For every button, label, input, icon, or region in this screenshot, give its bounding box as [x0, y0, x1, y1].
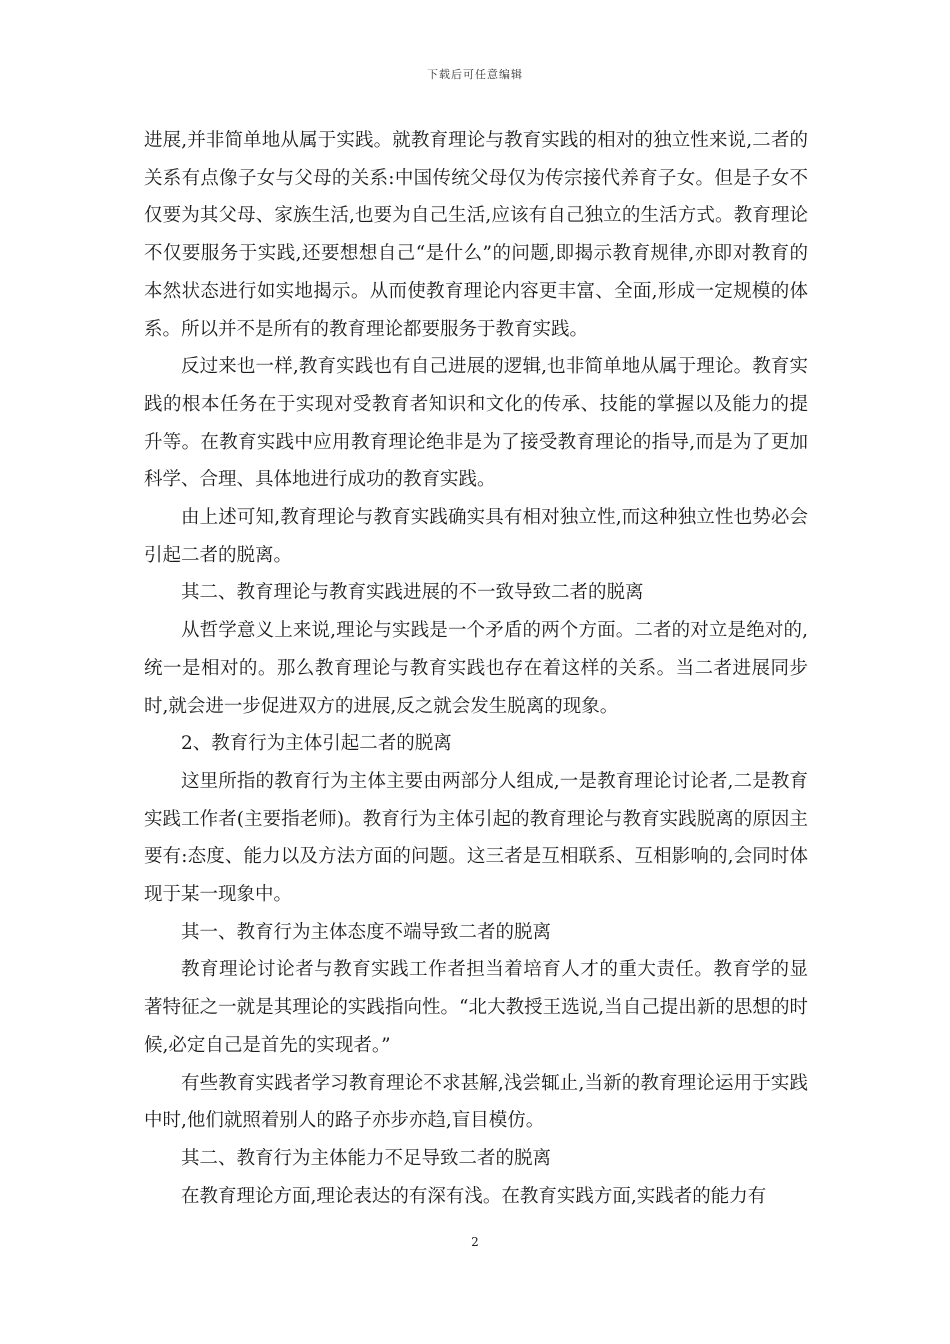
page-number: 2 — [471, 1235, 479, 1249]
paragraph: 进展,并非简单地从属于实践。就教育理论与教育实践的相对的独立性来说,二者的关系有点像子女与父母的关系:中国传统父母仅为传宗接代养育子女。但是子女不仅要为其父母、家族生活,也要为自己生活,应该有自己独立的生活方式。教育理论不仅要服务于实践,还要想想自己“是什么”的问题,即揭示教育规律,亦即对教育的本然状态进行如实地揭示。从而使教育理论内容更丰富、全面,形成一定规模的体系。所以并不是所有的教育理论都要服务于教育实践。 — [144, 130, 808, 340]
section-heading: 其二、教育行为主体能力不足导致二者的脱离 — [181, 1147, 552, 1169]
paragraph: 在教育理论方面,理论表达的有深有浅。在教育实践方面,实践者的能力有 — [181, 1185, 767, 1207]
document-body — [144, 122, 808, 1215]
section-heading: 2、教育行为主体引起二者的脱离 — [181, 733, 452, 755]
paragraph: 教育理论讨论者与教育实践工作者担当着培育人才的重大责任。教育学的显著特征之一就是其理论的实践指向性。“北大教授王选说,当自己提出新的思想的时候,必定自己是首先的实现者。” — [144, 959, 808, 1056]
paragraph: 由上述可知,教育理论与教育实践确实具有相对独立性,而这种独立性也势必会引起二者的脱离。 — [144, 507, 808, 566]
page-header: 下载后可任意编辑 — [427, 68, 523, 81]
paragraph: 从哲学意义上来说,理论与实践是一个矛盾的两个方面。二者的对立是绝对的,统一是相对的。那么教育理论与教育实践也存在着这样的关系。当二者进展同步时,就会进一步促进双方的进展,反之就会发生脱离的现象。 — [144, 620, 808, 717]
paragraph: 有些教育实践者学习教育理论不求甚解,浅尝辄止,当新的教育理论运用于实践中时,他们就照着别人的路子亦步亦趋,盲目模仿。 — [144, 1072, 808, 1132]
paragraph: 反过来也一样,教育实践也有自己进展的逻辑,也非简单地从属于理论。教育实践的根本任务在于实现对受教育者知识和文化的传承、技能的掌握以及能力的提升等。在教育实践中应用教育理论绝非是为了接受教育理论的指导,而是为了更加科学、合理、具体地进行成功的教育实践。 — [144, 356, 808, 491]
paragraph: 这里所指的教育行为主体主要由两部分人组成,一是教育理论讨论者,二是教育实践工作者(主要指老师)。教育行为主体引起的教育理论与教育实践脱离的原因主要有:态度、能力以及方法方面的问题。这三者是互相联系、互相影响的,会同时体现于某一现象中。 — [144, 770, 808, 906]
section-heading: 其二、教育理论与教育实践进展的不一致导致二者的脱离 — [181, 582, 644, 604]
section-heading: 其一、教育行为主体态度不端导致二者的脱离 — [181, 921, 552, 943]
